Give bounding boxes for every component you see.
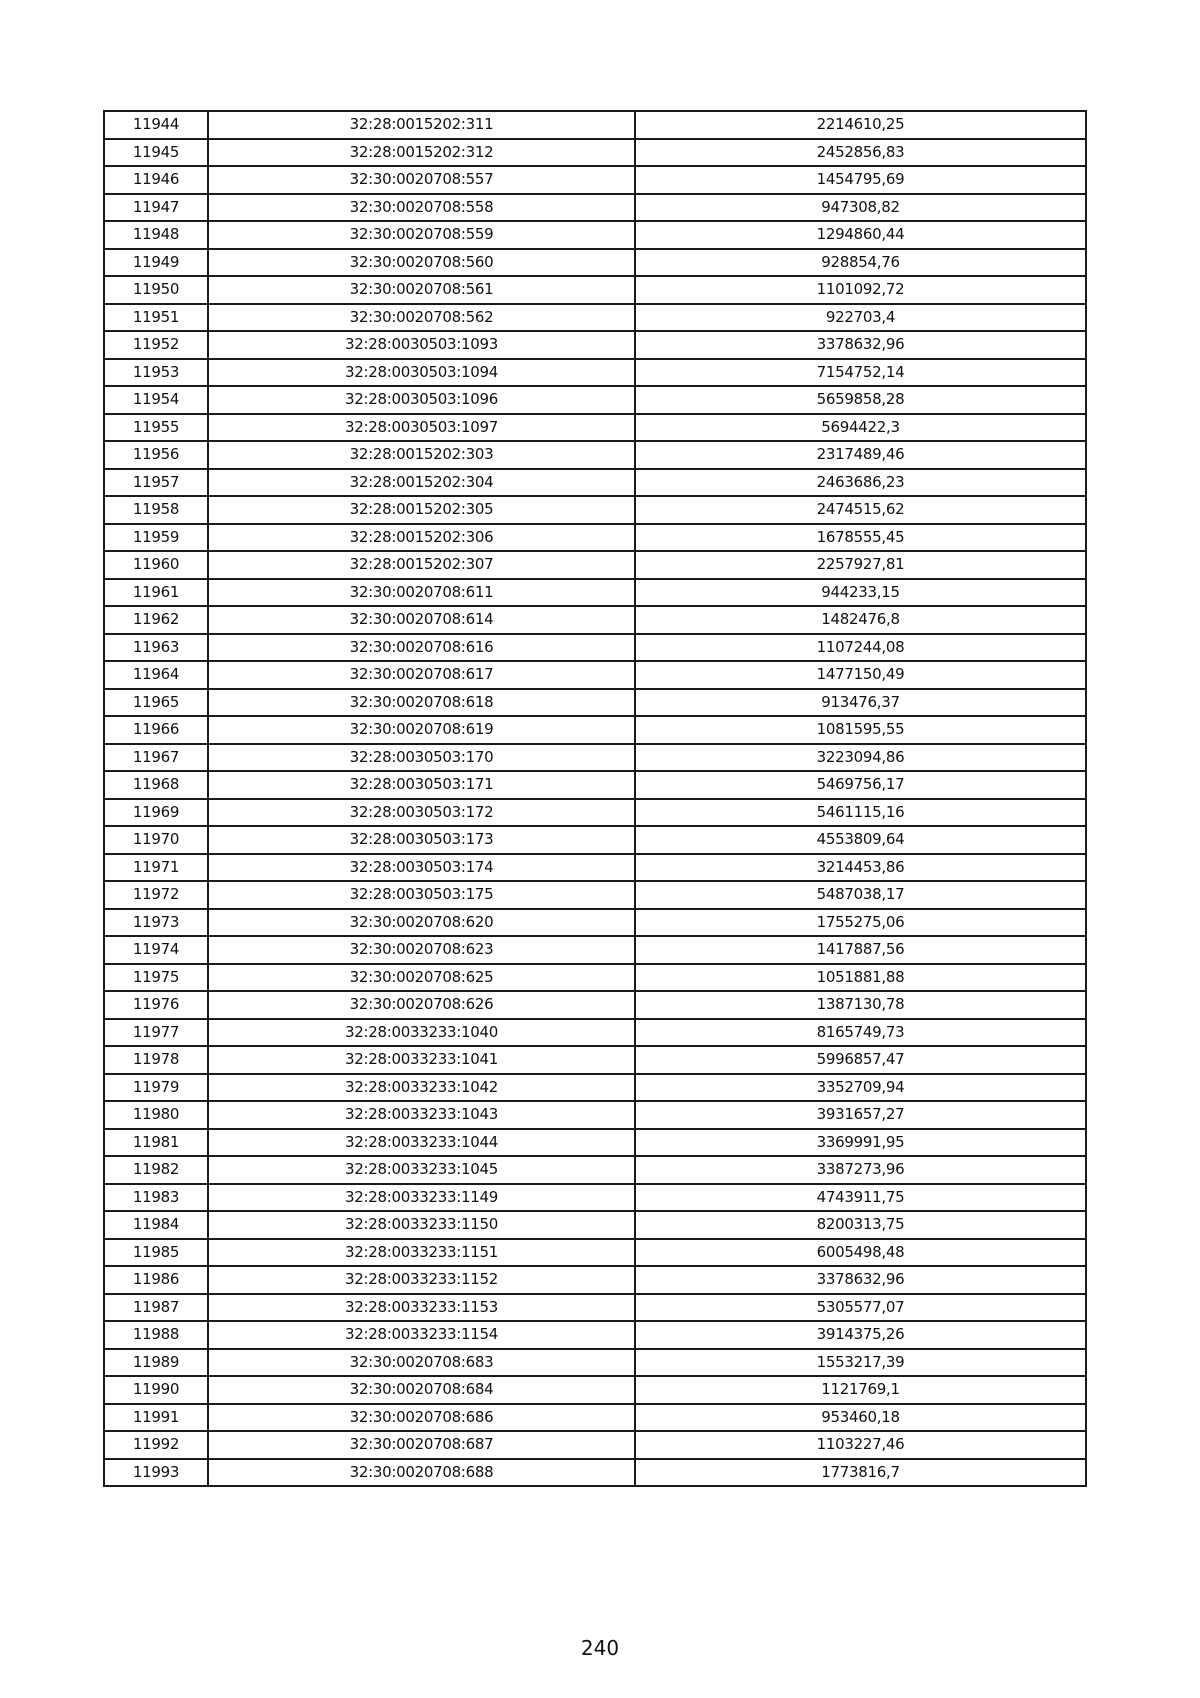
cadastral-value-cell: 1773816,7: [635, 1459, 1086, 1487]
cadastral-number-cell: 32:28:0015202:307: [208, 551, 635, 579]
row-number-cell: 11972: [104, 881, 208, 909]
cadastral-number-cell: 32:30:0020708:684: [208, 1376, 635, 1404]
cadastral-number-cell: 32:28:0030503:174: [208, 854, 635, 882]
table-row: [104, 111, 1086, 139]
row-number-cell: 11971: [104, 854, 208, 882]
table-row: [104, 276, 1086, 304]
cadastral-value-cell: 1294860,44: [635, 221, 1086, 249]
table-row: [104, 1431, 1086, 1459]
table-row: [104, 1294, 1086, 1322]
table-row: [104, 1211, 1086, 1239]
cadastral-number-cell: 32:30:0020708:616: [208, 634, 635, 662]
table-row: [104, 1349, 1086, 1377]
table-row: [104, 1074, 1086, 1102]
table-row: [104, 634, 1086, 662]
cadastral-number-cell: 32:28:0030503:175: [208, 881, 635, 909]
row-number-cell: 11965: [104, 689, 208, 717]
cadastral-number-cell: 32:28:0033233:1152: [208, 1266, 635, 1294]
table-row: [104, 1101, 1086, 1129]
row-number-cell: 11953: [104, 359, 208, 387]
table-row: [104, 441, 1086, 469]
cadastral-value-cell: 5461115,16: [635, 799, 1086, 827]
cadastral-value-cell: 2257927,81: [635, 551, 1086, 579]
cadastral-value-cell: 3369991,95: [635, 1129, 1086, 1157]
table-row: [104, 194, 1086, 222]
row-number-cell: 11989: [104, 1349, 208, 1377]
cadastral-number-cell: 32:30:0020708:687: [208, 1431, 635, 1459]
row-number-cell: 11951: [104, 304, 208, 332]
table-row: [104, 881, 1086, 909]
table-row: [104, 221, 1086, 249]
cadastral-number-cell: 32:30:0020708:625: [208, 964, 635, 992]
row-number-cell: 11973: [104, 909, 208, 937]
table-row: [104, 909, 1086, 937]
table-row: [104, 1129, 1086, 1157]
cadastral-value-cell: 928854,76: [635, 249, 1086, 277]
table-row: [104, 661, 1086, 689]
cadastral-value-cell: 1553217,39: [635, 1349, 1086, 1377]
table-row: [104, 304, 1086, 332]
cadastral-number-cell: 32:30:0020708:561: [208, 276, 635, 304]
cadastral-value-cell: 5996857,47: [635, 1046, 1086, 1074]
row-number-cell: 11954: [104, 386, 208, 414]
row-number-cell: 11980: [104, 1101, 208, 1129]
row-number-cell: 11962: [104, 606, 208, 634]
row-number-cell: 11987: [104, 1294, 208, 1322]
table-row: [104, 331, 1086, 359]
row-number-cell: 11991: [104, 1404, 208, 1432]
cadastral-value-cell: 1477150,49: [635, 661, 1086, 689]
cadastral-number-cell: 32:30:0020708:626: [208, 991, 635, 1019]
row-number-cell: 11966: [104, 716, 208, 744]
row-number-cell: 11955: [104, 414, 208, 442]
cadastral-number-cell: 32:28:0030503:171: [208, 771, 635, 799]
row-number-cell: 11970: [104, 826, 208, 854]
cadastral-value-cell: 2474515,62: [635, 496, 1086, 524]
cadastral-value-cell: 1103227,46: [635, 1431, 1086, 1459]
cadastral-value-table: [103, 110, 1087, 1487]
cadastral-value-cell: 3387273,96: [635, 1156, 1086, 1184]
row-number-cell: 11949: [104, 249, 208, 277]
cadastral-value-cell: 5694422,3: [635, 414, 1086, 442]
table-row: [104, 799, 1086, 827]
table-row: [104, 166, 1086, 194]
cadastral-number-cell: 32:28:0030503:1094: [208, 359, 635, 387]
row-number-cell: 11975: [104, 964, 208, 992]
cadastral-number-cell: 32:28:0030503:173: [208, 826, 635, 854]
cadastral-value-cell: 1121769,1: [635, 1376, 1086, 1404]
cadastral-value-cell: 3214453,86: [635, 854, 1086, 882]
table-row: [104, 1404, 1086, 1432]
cadastral-number-cell: 32:30:0020708:560: [208, 249, 635, 277]
cadastral-number-cell: 32:28:0015202:303: [208, 441, 635, 469]
cadastral-value-cell: 2452856,83: [635, 139, 1086, 167]
cadastral-value-cell: 1107244,08: [635, 634, 1086, 662]
table-row: [104, 1239, 1086, 1267]
cadastral-number-cell: 32:28:0033233:1150: [208, 1211, 635, 1239]
table-row: [104, 964, 1086, 992]
table-row: [104, 744, 1086, 772]
cadastral-value-cell: 1678555,45: [635, 524, 1086, 552]
cadastral-number-cell: 32:28:0015202:304: [208, 469, 635, 497]
cadastral-number-cell: 32:28:0033233:1151: [208, 1239, 635, 1267]
table-row: [104, 551, 1086, 579]
table-row: [104, 496, 1086, 524]
row-number-cell: 11948: [104, 221, 208, 249]
row-number-cell: 11974: [104, 936, 208, 964]
row-number-cell: 11959: [104, 524, 208, 552]
cadastral-number-cell: 32:28:0033233:1044: [208, 1129, 635, 1157]
cadastral-number-cell: 32:28:0033233:1045: [208, 1156, 635, 1184]
cadastral-value-cell: 3223094,86: [635, 744, 1086, 772]
row-number-cell: 11981: [104, 1129, 208, 1157]
table-row: [104, 689, 1086, 717]
cadastral-value-cell: 922703,4: [635, 304, 1086, 332]
cadastral-value-cell: 947308,82: [635, 194, 1086, 222]
cadastral-value-cell: 4553809,64: [635, 826, 1086, 854]
cadastral-number-cell: 32:28:0033233:1153: [208, 1294, 635, 1322]
cadastral-value-cell: 944233,15: [635, 579, 1086, 607]
table-row: [104, 414, 1086, 442]
cadastral-number-cell: 32:30:0020708:620: [208, 909, 635, 937]
cadastral-value-cell: 3914375,26: [635, 1321, 1086, 1349]
table-row: [104, 359, 1086, 387]
cadastral-number-cell: 32:28:0015202:305: [208, 496, 635, 524]
cadastral-value-cell: 2463686,23: [635, 469, 1086, 497]
cadastral-number-cell: 32:28:0030503:1096: [208, 386, 635, 414]
row-number-cell: 11960: [104, 551, 208, 579]
table-body: [104, 111, 1086, 1486]
row-number-cell: 11986: [104, 1266, 208, 1294]
table-row: [104, 854, 1086, 882]
cadastral-number-cell: 32:28:0033233:1149: [208, 1184, 635, 1212]
cadastral-value-cell: 1081595,55: [635, 716, 1086, 744]
row-number-cell: 11964: [104, 661, 208, 689]
row-number-cell: 11979: [104, 1074, 208, 1102]
cadastral-number-cell: 32:30:0020708:611: [208, 579, 635, 607]
cadastral-number-cell: 32:30:0020708:559: [208, 221, 635, 249]
row-number-cell: 11988: [104, 1321, 208, 1349]
cadastral-value-cell: 953460,18: [635, 1404, 1086, 1432]
cadastral-value-cell: 5305577,07: [635, 1294, 1086, 1322]
cadastral-value-cell: 1482476,8: [635, 606, 1086, 634]
cadastral-value-cell: 2317489,46: [635, 441, 1086, 469]
row-number-cell: 11968: [104, 771, 208, 799]
cadastral-value-cell: 3378632,96: [635, 331, 1086, 359]
cadastral-value-cell: 913476,37: [635, 689, 1086, 717]
row-number-cell: 11969: [104, 799, 208, 827]
row-number-cell: 11945: [104, 139, 208, 167]
row-number-cell: 11967: [104, 744, 208, 772]
table-row: [104, 1019, 1086, 1047]
cadastral-number-cell: 32:28:0033233:1041: [208, 1046, 635, 1074]
cadastral-value-cell: 2214610,25: [635, 111, 1086, 139]
row-number-cell: 11982: [104, 1156, 208, 1184]
row-number-cell: 11976: [104, 991, 208, 1019]
cadastral-number-cell: 32:30:0020708:623: [208, 936, 635, 964]
row-number-cell: 11947: [104, 194, 208, 222]
cadastral-number-cell: 32:28:0030503:1097: [208, 414, 635, 442]
cadastral-number-cell: 32:30:0020708:617: [208, 661, 635, 689]
table-row: [104, 469, 1086, 497]
cadastral-value-cell: 1387130,78: [635, 991, 1086, 1019]
cadastral-number-cell: 32:30:0020708:619: [208, 716, 635, 744]
cadastral-value-cell: 3352709,94: [635, 1074, 1086, 1102]
cadastral-value-cell: 5659858,28: [635, 386, 1086, 414]
row-number-cell: 11958: [104, 496, 208, 524]
cadastral-number-cell: 32:28:0015202:312: [208, 139, 635, 167]
row-number-cell: 11990: [104, 1376, 208, 1404]
row-number-cell: 11963: [104, 634, 208, 662]
cadastral-number-cell: 32:30:0020708:557: [208, 166, 635, 194]
cadastral-number-cell: 32:28:0030503:1093: [208, 331, 635, 359]
table-row: [104, 1046, 1086, 1074]
cadastral-number-cell: 32:30:0020708:614: [208, 606, 635, 634]
cadastral-number-cell: 32:28:0015202:311: [208, 111, 635, 139]
table-row: [104, 991, 1086, 1019]
table-row: [104, 1266, 1086, 1294]
row-number-cell: 11977: [104, 1019, 208, 1047]
cadastral-number-cell: 32:30:0020708:618: [208, 689, 635, 717]
row-number-cell: 11992: [104, 1431, 208, 1459]
row-number-cell: 11984: [104, 1211, 208, 1239]
page-number: 240: [580, 1636, 620, 1660]
row-number-cell: 11957: [104, 469, 208, 497]
table-row: [104, 826, 1086, 854]
row-number-cell: 11978: [104, 1046, 208, 1074]
cadastral-value-cell: 3931657,27: [635, 1101, 1086, 1129]
table-row: [104, 606, 1086, 634]
cadastral-number-cell: 32:30:0020708:562: [208, 304, 635, 332]
table-row: [104, 1459, 1086, 1487]
table-row: [104, 771, 1086, 799]
cadastral-number-cell: 32:28:0030503:170: [208, 744, 635, 772]
row-number-cell: 11946: [104, 166, 208, 194]
cadastral-value-cell: 7154752,14: [635, 359, 1086, 387]
cadastral-number-cell: 32:28:0033233:1040: [208, 1019, 635, 1047]
cadastral-number-cell: 32:30:0020708:686: [208, 1404, 635, 1432]
cadastral-number-cell: 32:30:0020708:683: [208, 1349, 635, 1377]
table-row: [104, 1156, 1086, 1184]
row-number-cell: 11950: [104, 276, 208, 304]
cadastral-value-cell: 8165749,73: [635, 1019, 1086, 1047]
table-row: [104, 579, 1086, 607]
row-number-cell: 11983: [104, 1184, 208, 1212]
table-row: [104, 524, 1086, 552]
row-number-cell: 11944: [104, 111, 208, 139]
cadastral-number-cell: 32:28:0015202:306: [208, 524, 635, 552]
row-number-cell: 11993: [104, 1459, 208, 1487]
cadastral-number-cell: 32:30:0020708:688: [208, 1459, 635, 1487]
table-row: [104, 139, 1086, 167]
row-number-cell: 11956: [104, 441, 208, 469]
cadastral-number-cell: 32:30:0020708:558: [208, 194, 635, 222]
table-row: [104, 716, 1086, 744]
cadastral-number-cell: 32:28:0033233:1042: [208, 1074, 635, 1102]
cadastral-value-cell: 3378632,96: [635, 1266, 1086, 1294]
table-row: [104, 386, 1086, 414]
cadastral-number-cell: 32:28:0030503:172: [208, 799, 635, 827]
cadastral-number-cell: 32:28:0033233:1043: [208, 1101, 635, 1129]
cadastral-value-cell: 4743911,75: [635, 1184, 1086, 1212]
table-row: [104, 936, 1086, 964]
row-number-cell: 11952: [104, 331, 208, 359]
cadastral-value-cell: 5469756,17: [635, 771, 1086, 799]
cadastral-value-cell: 5487038,17: [635, 881, 1086, 909]
table-row: [104, 249, 1086, 277]
table-row: [104, 1321, 1086, 1349]
cadastral-value-cell: 1755275,06: [635, 909, 1086, 937]
cadastral-value-cell: 1051881,88: [635, 964, 1086, 992]
cadastral-value-cell: 1454795,69: [635, 166, 1086, 194]
row-number-cell: 11961: [104, 579, 208, 607]
cadastral-value-cell: 1417887,56: [635, 936, 1086, 964]
cadastral-value-cell: 6005498,48: [635, 1239, 1086, 1267]
cadastral-value-cell: 8200313,75: [635, 1211, 1086, 1239]
cadastral-number-cell: 32:28:0033233:1154: [208, 1321, 635, 1349]
cadastral-value-cell: 1101092,72: [635, 276, 1086, 304]
table-row: [104, 1184, 1086, 1212]
row-number-cell: 11985: [104, 1239, 208, 1267]
table-row: [104, 1376, 1086, 1404]
